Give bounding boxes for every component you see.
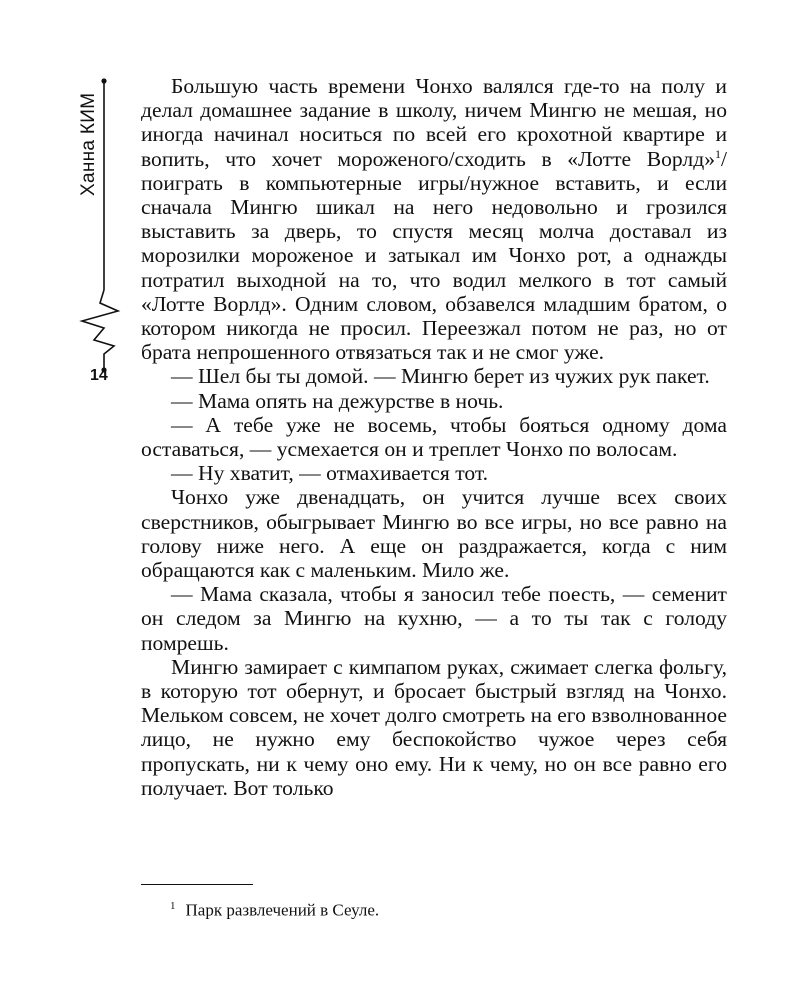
paragraph-4: — А тебе уже не восемь, чтобы бояться одному дома оставаться, — усмехается он и треплет Чонхо по волосам. xyxy=(141,412,727,462)
paragraph-6: Чонхо уже двенадцать, он учится лучше всех своих сверстников, обыгрывает Мингю во все игры, но все равно на голову ниже него. А еще он раздражается, когда с ним обращаются как с маленьким. Мило же. xyxy=(141,485,727,583)
footnote-reference[interactable]: 1 xyxy=(715,146,721,161)
paragraph-1-text: Большую часть времени Чонхо валялся где-то на полу и делал домашнее задание в школу, ничем Мингю не мешая, но иногда начинал носиться по всей его крохотной квартире и вопить, что хочет мороженого/сходить в «Лотте Ворлд» xyxy=(141,74,727,171)
page-body xyxy=(141,74,727,800)
paragraph-3: — Мама опять на дежурстве в ночь. xyxy=(171,388,504,413)
footnote-text: Парк развлечений в Сеуле. xyxy=(185,900,380,920)
footnote xyxy=(170,896,379,921)
paragraph-2: — Шел бы ты домой. — Мингю берет из чужих рук пакет. xyxy=(171,364,710,389)
paragraph-1-text-cont: /поиграть в компьютерные игры/нужное вставить, и если сначала Мингю шикал на него недовольно и грозился выставить за дверь, то спустя месяц молча доставал из морозилки мороженое и затыкал им Чонхо рот, а однажды потратил выходной на то, что водил мелкого в тот самый «Лотте Ворлд». Одним словом, обзавелся младшим братом, о котором никогда не просил. Переезжал потом не раз, но от брата непрошенного отвязаться так и не смог уже. xyxy=(141,146,727,365)
footnote-divider xyxy=(141,884,253,885)
running-header-author: Ханна КИМ xyxy=(78,92,99,196)
paragraph-7: — Мама сказала, чтобы я заносил тебе поесть, — семенит он следом за Мингю на кухню, — а то ты так с голоду помрешь. xyxy=(141,582,727,655)
page-number: 14 xyxy=(90,367,108,384)
footnote-mark: 1 xyxy=(170,900,176,912)
paragraph-1 xyxy=(141,74,727,364)
paragraph-5: — Ну хватит, — отмахивается тот. xyxy=(171,461,489,486)
paragraph-8: Мингю замирает с кимпапом руках, сжимает слегка фольгу, в которую тот обернут, и бросает быстрый взгляд на Чонхо. Мельком совсем, не хочет долго смотреть на его взволнованное лицо, не нужно ему беспокойство чужое через себя пропускать, ни к чему оно ему. Ни к чему, но он все равно его получает. Вот только xyxy=(141,654,727,800)
